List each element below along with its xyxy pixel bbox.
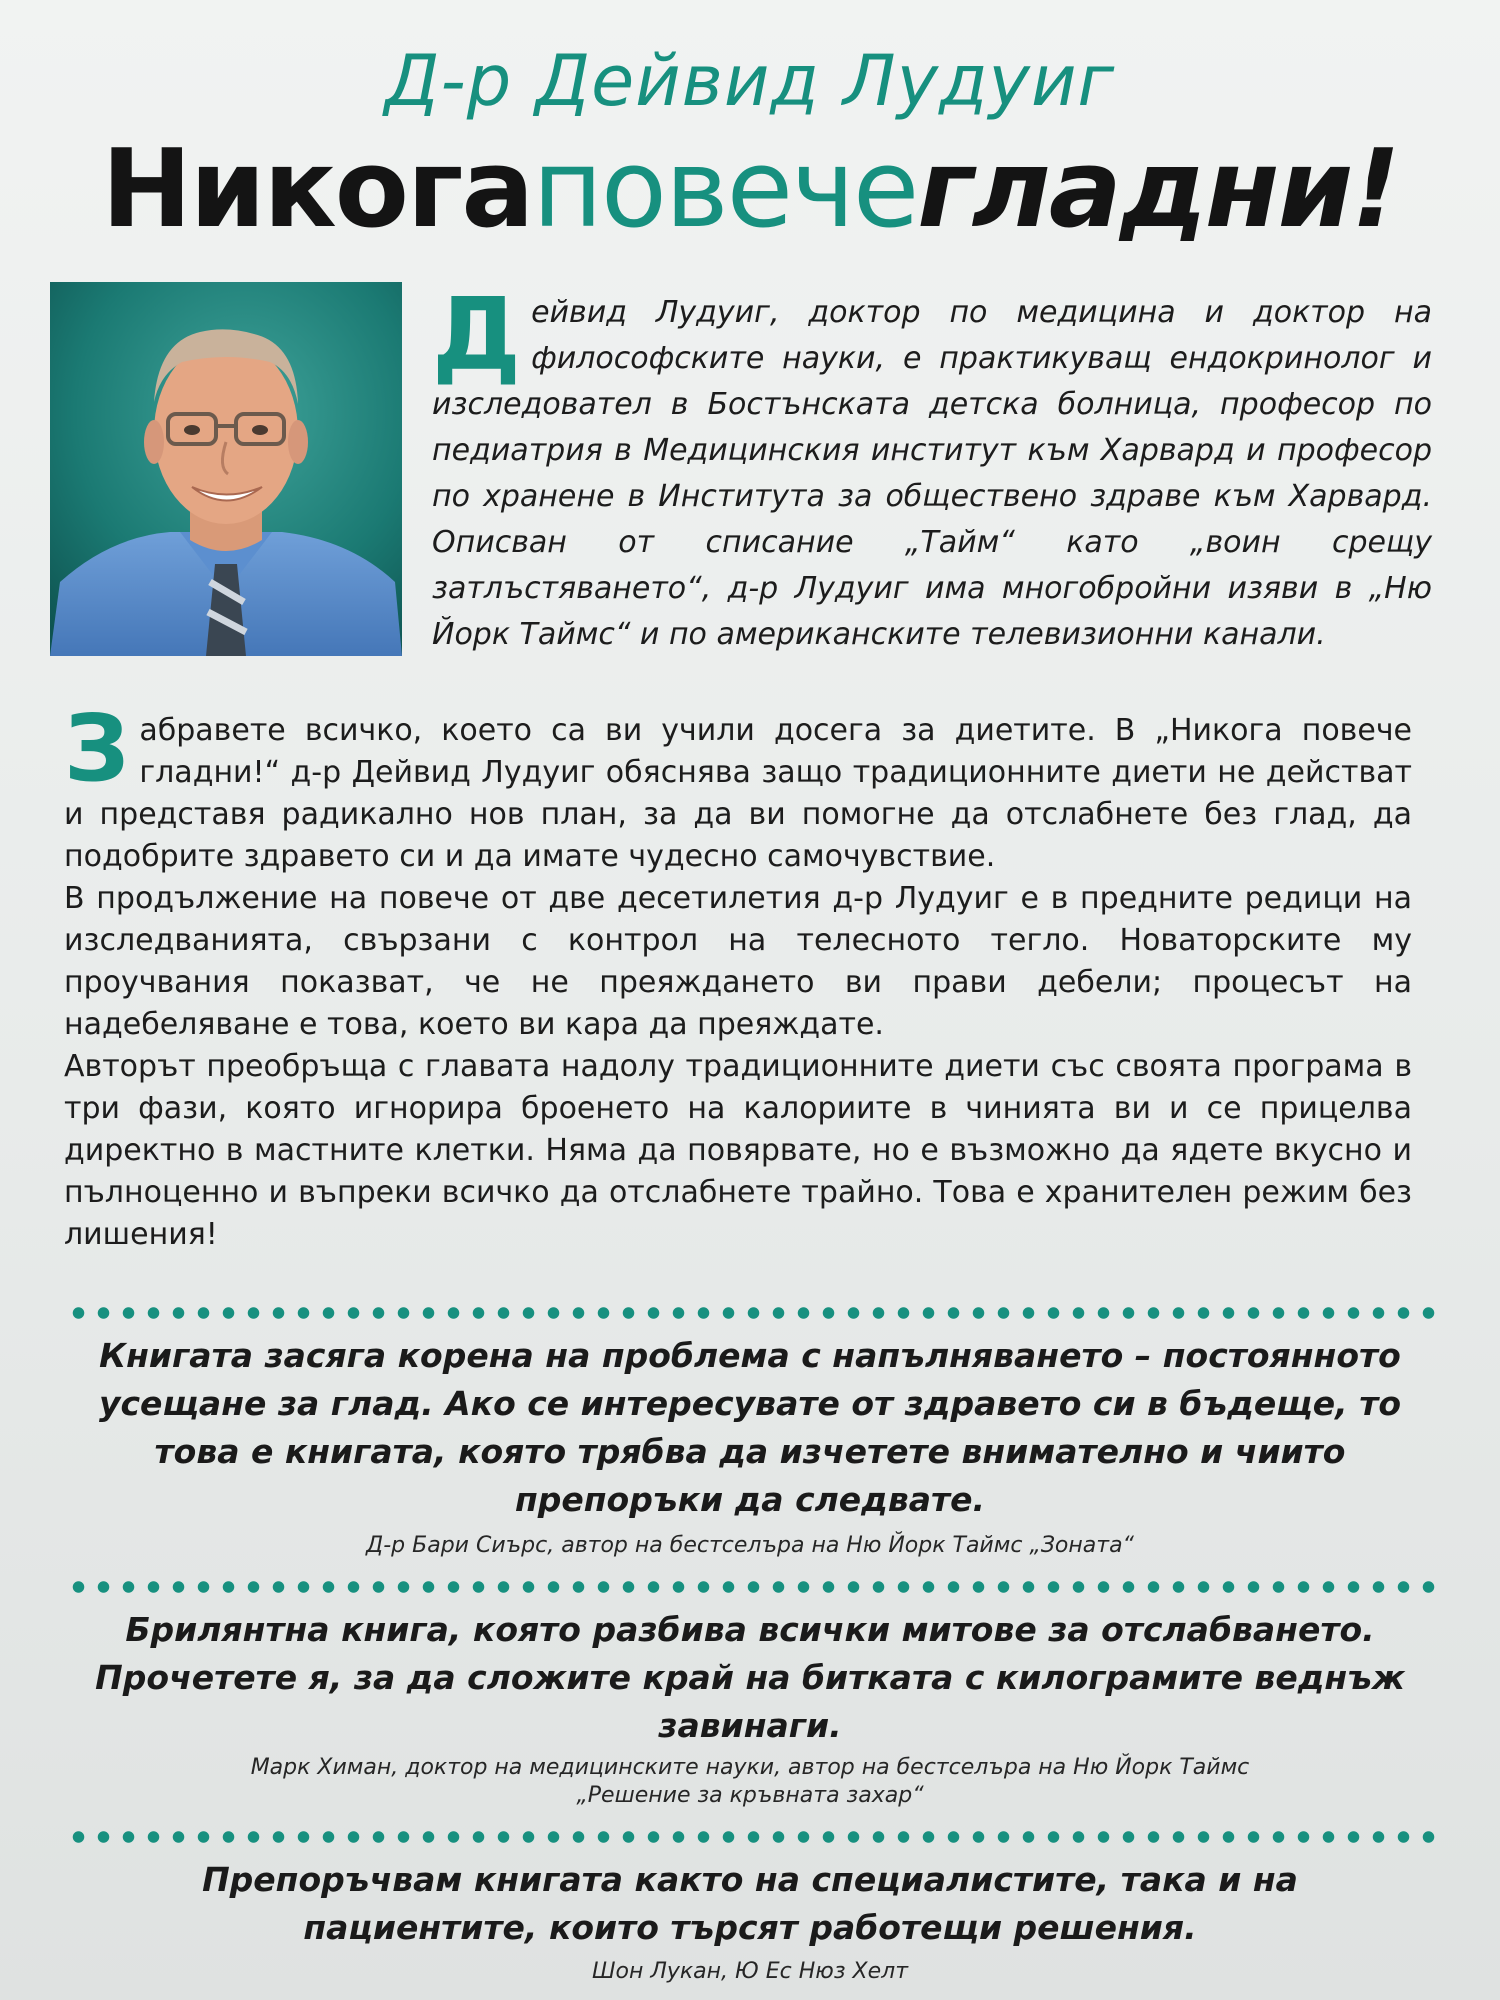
review-quote-1: Книгата засяга корена на проблема с напълняването – постоянното усещане за глад. Ако се интересувате от здравето си в бъдеще, то това е книгата, която трябва да изчетете внимателно и чиито препоръки да следвате.	[98, 1336, 1401, 1519]
review-attribution-2	[80, 1754, 1420, 1810]
review-attribution-1: Д-р Бари Сиърс, автор на бестселъра на Ню Йорк Таймс „Зоната“	[366, 1533, 1134, 1558]
title-word-1: Никога	[101, 127, 533, 252]
review-attribution-3: Шон Лукан, Ю Ес Нюз Хелт	[591, 1959, 909, 1984]
title-word-3: гладни!	[917, 127, 1399, 252]
review-attribution-2-line-1: Марк Химан, доктор на медицинските науки, автор на бестселъра на Ню Йорк Таймс	[250, 1755, 1250, 1780]
dotted-divider	[66, 1580, 1436, 1594]
description-paragraph-1-text: абравете всичко, което са ви учили досега за диетите. В „Никога повече гладни!“ д-р Дейвид Лудуиг обяснява защо традиционните диети не действат и представя радикално нов план, за да ви помогне да отслабнете без глад, да подобрите здравето си и да имате чудесно самочувствие.	[64, 713, 1412, 874]
dotted-divider	[66, 1830, 1436, 1844]
author-name: Д-р Дейвид Лудуиг	[384, 40, 1116, 122]
description-paragraph-3: Авторът преобръща с главата надолу традиционните диети със своята програма в три фази, която игнорира броенето на калориите в чинията ви и се прицелва директно в мастните клетки. Няма да повярвате, но е възможно да ядете вкусно и пълноценно и въпреки всичко да отслабнете трайно. Това е хранителен режим без лишения!	[64, 1049, 1412, 1252]
dotted-divider	[66, 1306, 1436, 1320]
review-attribution-2-line-2: „Решение за кръвната захар“	[576, 1783, 924, 1808]
title-word-2: повече	[532, 127, 918, 252]
bio-dropcap: Д	[432, 276, 522, 393]
description-paragraph-2: В продължение на повече от две десетилетия д-р Лудуиг е в предните редици на изследванията, свързани с контрол на телесното тегло. Новаторските му проучвания показват, че не преяждането ви прави дебели; процесът на надебеляване е това, което ви кара да преяждате.	[64, 881, 1412, 1042]
book-title	[0, 127, 1500, 252]
bio-text: ейвид Лудуиг, доктор по медицина и доктор на философските науки, е практикуващ ендокринолог и изследовател в Бостънската детска болница, професор по педиатрия в Медицинския институт към Харвард и професор по хранене в Института за обществено здраве към Харвард. Описван от списание „Тайм“ като „воин срещу затлъстяването“, д-р Лудуиг има многобройни изяви в „Ню Йорк Таймс“ и по американските телевизионни канали.	[432, 295, 1432, 652]
book-description	[64, 695, 1412, 1256]
description-paragraph-1	[64, 695, 1412, 878]
review-quote-2: Брилянтна книга, която разбива всички митове за отслабването. Прочетете я, за да сложите край на битката с килограмите веднъж завинаги.	[95, 1610, 1405, 1745]
author-photo	[50, 282, 402, 656]
review-quote-3: Препоръчвам книгата както на специалистите, така и на пациентите, които търсят работещи решения.	[202, 1860, 1298, 1947]
author-bio	[432, 276, 1432, 658]
description-dropcap: З	[64, 695, 130, 802]
author-portrait-icon	[50, 282, 402, 656]
